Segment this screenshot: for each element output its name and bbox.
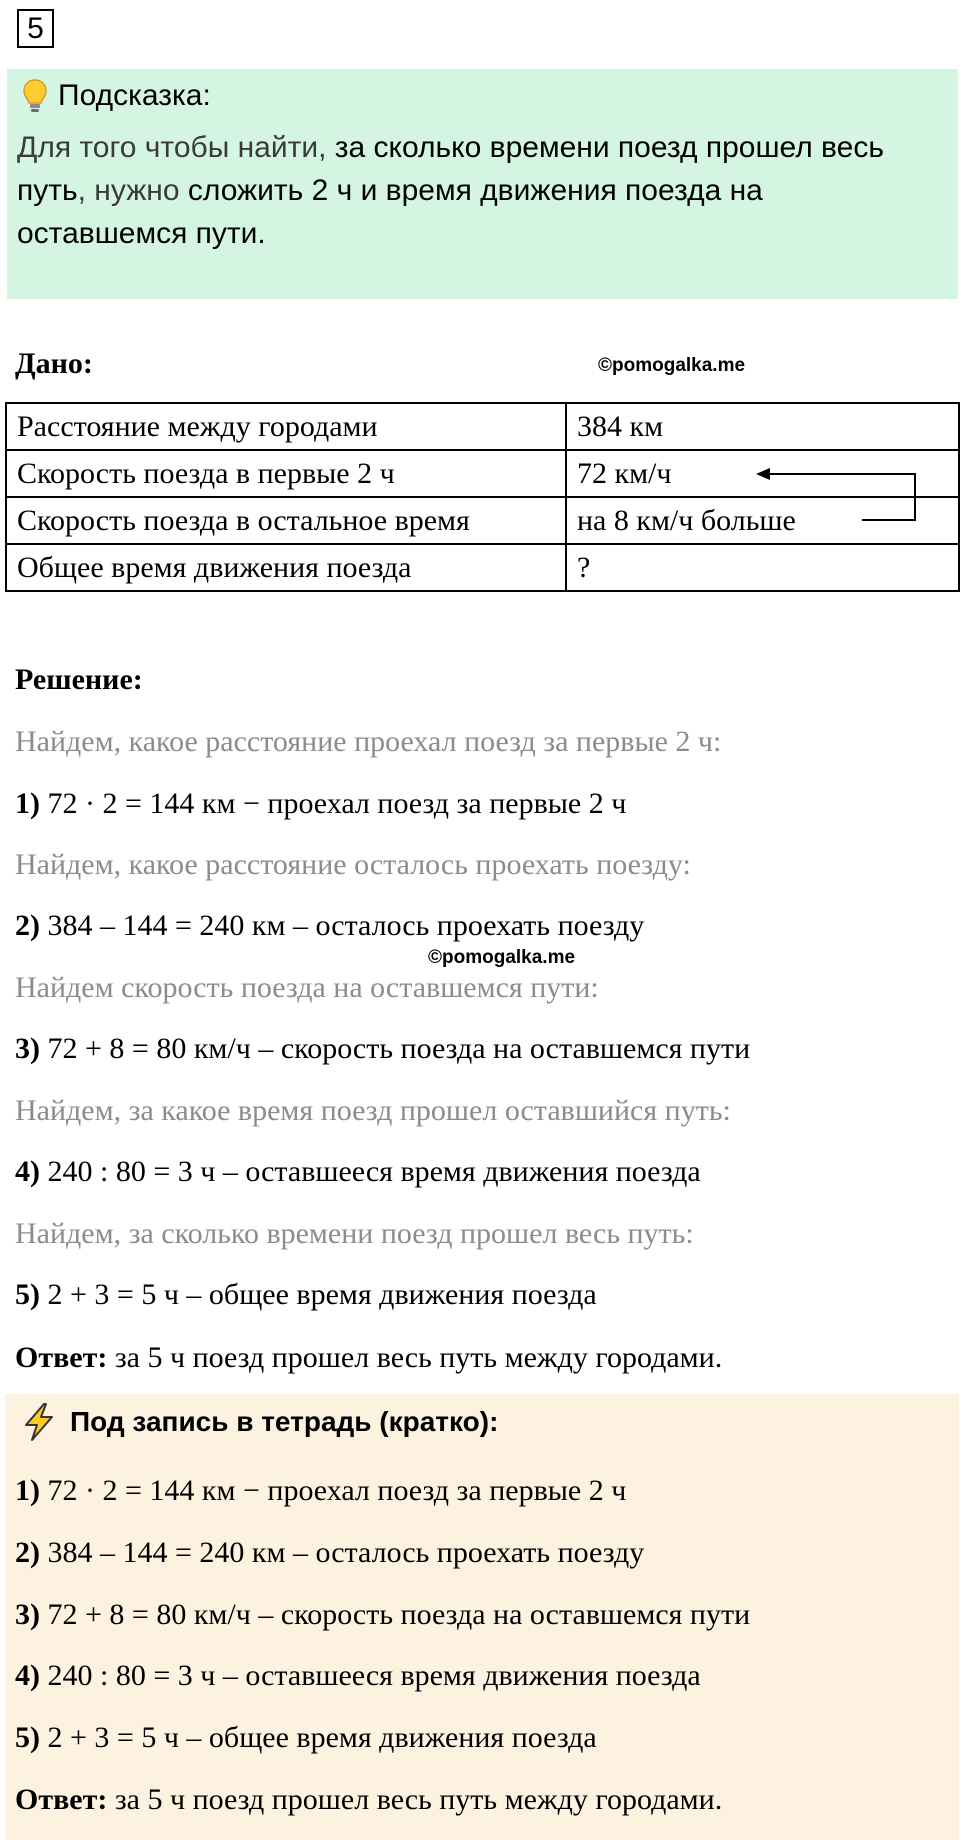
step-text: 384 – 144 = 240 км – осталось проехать поезду bbox=[40, 909, 645, 942]
given-value: 72 км/ч bbox=[566, 450, 959, 497]
step-text: 240 : 80 = 3 ч – оставшееся время движения поезда bbox=[40, 1155, 701, 1188]
given-value: ? bbox=[566, 544, 959, 591]
solution-explain: Найдем, за какое время поезд прошел оставшийся путь: bbox=[15, 1094, 731, 1127]
watermark: ©pomogalka.me bbox=[428, 947, 576, 968]
answer-label: Ответ: bbox=[15, 1783, 108, 1816]
given-label: Общее время движения поезда bbox=[6, 544, 566, 591]
hint-title bbox=[22, 76, 211, 116]
step-number: 1) bbox=[15, 787, 40, 820]
step-text: 72 · 2 = 144 км − проехал поезд за первые 2 ч bbox=[40, 1474, 627, 1507]
relation-arrow-icon bbox=[750, 460, 930, 530]
step-number: 3) bbox=[15, 1598, 40, 1631]
watermark: ©pomogalka.me bbox=[598, 355, 746, 376]
given-heading: Дано: bbox=[15, 347, 93, 380]
step-number: 4) bbox=[15, 1155, 40, 1188]
solution-step bbox=[15, 1275, 597, 1315]
given-label: Скорость поезда в остальное время bbox=[6, 497, 566, 544]
step-text: 240 : 80 = 3 ч – оставшееся время движения поезда bbox=[40, 1659, 701, 1692]
hint-text-part2: за сколько времени поезд прошел весь путь bbox=[17, 131, 884, 207]
step-text: 72 + 8 = 80 км/ч – скорость поезда на оставшемся пути bbox=[40, 1032, 751, 1065]
table-row bbox=[6, 403, 959, 450]
given-value: на 8 км/ч больше bbox=[566, 497, 959, 544]
solution-step bbox=[15, 906, 644, 946]
notebook-step bbox=[15, 1656, 701, 1696]
answer-text: за 5 ч поезд прошел весь путь между городами. bbox=[107, 1783, 723, 1816]
hint-text bbox=[17, 126, 917, 255]
solution-step bbox=[15, 1152, 701, 1192]
lightning-icon bbox=[20, 1402, 58, 1442]
notebook-step bbox=[15, 1718, 597, 1758]
solution-explain: Найдем скорость поезда на оставшемся пути: bbox=[15, 971, 599, 1004]
notebook-step bbox=[15, 1533, 644, 1573]
hint-title-text: Подсказка: bbox=[58, 79, 211, 112]
step-text: 2 + 3 = 5 ч – общее время движения поезда bbox=[40, 1278, 597, 1311]
step-number: 4) bbox=[15, 1659, 40, 1692]
solution-answer bbox=[15, 1338, 722, 1378]
answer-text: за 5 ч поезд прошел весь путь между городами. bbox=[107, 1341, 723, 1374]
step-number: 5) bbox=[15, 1721, 40, 1754]
solution-heading: Решение: bbox=[15, 663, 143, 696]
hint-text-part1: Для того чтобы найти, bbox=[17, 131, 335, 164]
step-text: 2 + 3 = 5 ч – общее время движения поезда bbox=[40, 1721, 597, 1754]
step-text: 72 + 8 = 80 км/ч – скорость поезда на оставшемся пути bbox=[40, 1598, 751, 1631]
notebook-answer bbox=[15, 1780, 722, 1820]
notebook-step bbox=[15, 1471, 626, 1511]
given-label: Расстояние между городами bbox=[6, 403, 566, 450]
step-number: 1) bbox=[15, 1474, 40, 1507]
table-row bbox=[6, 544, 959, 591]
step-text: 72 · 2 = 144 км − проехал поезд за первые 2 ч bbox=[40, 787, 627, 820]
notebook-title bbox=[20, 1402, 498, 1442]
solution-explain: Найдем, какое расстояние проехал поезд за первые 2 ч: bbox=[15, 725, 722, 758]
step-number: 2) bbox=[15, 909, 40, 942]
solution-explain: Найдем, за сколько времени поезд прошел весь путь: bbox=[15, 1217, 694, 1250]
notebook-step bbox=[15, 1595, 750, 1635]
hint-text-part4: сложить 2 ч и время движения поезда на оставшемся пути. bbox=[17, 174, 763, 250]
step-number: 3) bbox=[15, 1032, 40, 1065]
step-number: 2) bbox=[15, 1536, 40, 1569]
step-text: 384 – 144 = 240 км – осталось проехать поезду bbox=[40, 1536, 645, 1569]
answer-label: Ответ: bbox=[15, 1341, 108, 1374]
solution-explain: Найдем, какое расстояние осталось проехать поезду: bbox=[15, 848, 691, 881]
given-label: Скорость поезда в первые 2 ч bbox=[6, 450, 566, 497]
hint-text-part3: , нужно bbox=[77, 174, 188, 207]
notebook-title-text: Под запись в тетрадь (кратко): bbox=[70, 1406, 499, 1437]
task-number: 5 bbox=[17, 9, 54, 48]
solution-step bbox=[15, 1029, 750, 1069]
given-value: 384 км bbox=[566, 403, 959, 450]
solution-step bbox=[15, 784, 626, 824]
lightbulb-icon bbox=[22, 78, 48, 114]
step-number: 5) bbox=[15, 1278, 40, 1311]
